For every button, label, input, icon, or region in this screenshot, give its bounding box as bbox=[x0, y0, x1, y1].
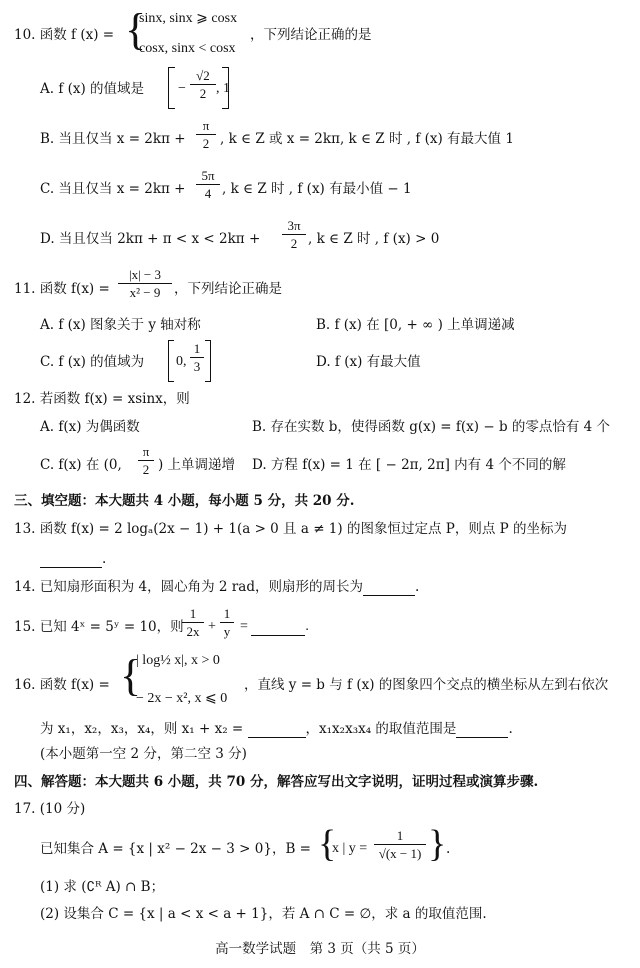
q16-note: (本小题第一空 2 分，第二空 3 分) bbox=[40, 746, 247, 762]
q10-c-fraction bbox=[196, 168, 220, 201]
q10-stem-pre: 10. 函数 f (x) = bbox=[14, 27, 115, 43]
q17-set-left-brace: { bbox=[318, 823, 337, 865]
q10-option-a-pre: A. f (x) 的值域是 bbox=[40, 81, 145, 97]
q10-option-b-post: , k ∈ Z 或 x = 2kπ, k ∈ Z 时 , f (x) 有最大值 1 bbox=[220, 131, 514, 147]
q11-stem-pre: 11. 函数 f(x) = bbox=[14, 281, 110, 297]
q17-set-pre: x | y = bbox=[332, 841, 368, 856]
q10-b-fraction bbox=[196, 118, 216, 151]
q12-c-den: 2 bbox=[142, 462, 150, 477]
q16-case1: | log½ x|, x > 0 bbox=[136, 653, 220, 668]
q11-c-left-bracket bbox=[168, 340, 174, 382]
q15-fraction-2 bbox=[220, 606, 234, 639]
section3-heading: 三、填空题：本大题共 4 小题，每小题 5 分，共 20 分. bbox=[14, 493, 355, 509]
q15-end: . bbox=[305, 619, 309, 634]
q17-set-right-brace: } bbox=[428, 823, 447, 865]
q17-part1: (1) 求 (∁ᴿ A) ∩ B； bbox=[40, 879, 165, 895]
q12-c-num: π bbox=[142, 444, 150, 459]
q10-a-num: √2 bbox=[196, 68, 210, 83]
q10-a-den: 2 bbox=[199, 86, 207, 101]
q10-option-c-post: , k ∈ Z 时 , f (x) 有最小值 − 1 bbox=[222, 181, 412, 197]
q11-option-c-pre: C. f (x) 的值域为 bbox=[40, 354, 145, 370]
q11-fraction bbox=[118, 267, 172, 300]
q12-option-c-post: ) 上单调递增 bbox=[158, 457, 236, 473]
q17-part2: (2) 设集合 C = {x | a < x < a + 1}，若 A ∩ C = ∅，求 a 的取值范围. bbox=[40, 906, 487, 922]
q16-brace: { bbox=[120, 651, 142, 700]
q17-num: 1 bbox=[396, 828, 404, 843]
q12-option-d: D. 方程 f(x) = 1 在 [ − 2π, 2π] 内有 4 个不同的解 bbox=[252, 457, 566, 473]
q16-line2 bbox=[40, 720, 513, 738]
q15-f1-den: 2x bbox=[186, 624, 200, 639]
q11-den: x² − 9 bbox=[129, 285, 161, 300]
q11-stem-post: ，下列结论正确是 bbox=[174, 281, 282, 297]
q16-post: ，直线 y = b 与 f (x) 的图象四个交点的横坐标从左到右依次 bbox=[244, 677, 609, 693]
q13-answer-line bbox=[40, 550, 106, 568]
q10-d-den: 2 bbox=[290, 236, 298, 251]
section4-heading: 四、解答题：本大题共 6 小题，共 70 分，解答应写出文字说明，证明过程或演算步骤. bbox=[14, 774, 539, 790]
q16-blank-1 bbox=[248, 723, 306, 738]
q11-option-a: A. f (x) 图象关于 y 轴对称 bbox=[40, 317, 201, 333]
q16-blank-2 bbox=[456, 723, 508, 738]
q14-end: . bbox=[414, 579, 420, 595]
q16-case2: − 2x − x², x ⩽ 0 bbox=[136, 691, 228, 706]
q12-option-b: B. 存在实数 b，使得函数 g(x) = f(x) − b 的零点恰有 4 个 bbox=[252, 419, 611, 435]
q15-blank bbox=[251, 621, 305, 636]
q16-line2-mid: ，x₁x₂x₃x₄ 的取值范围是 bbox=[305, 721, 457, 737]
q10-d-fraction bbox=[282, 218, 306, 251]
q15-pre: 15. 已知 4ˣ = 5ʸ = 10，则 bbox=[14, 619, 184, 635]
q11-c-num: 1 bbox=[193, 341, 201, 356]
q16-pre: 16. 函数 f(x) = bbox=[14, 677, 110, 693]
q11-c-mid: 0, bbox=[176, 354, 187, 369]
q17-end: . bbox=[446, 841, 451, 857]
q11-c-den: 3 bbox=[193, 359, 201, 374]
q10-stem-post: ，下列结论正确的是 bbox=[250, 27, 372, 43]
q10-c-den: 4 bbox=[204, 186, 212, 201]
q16-line2-end: . bbox=[508, 721, 513, 737]
q13-blank bbox=[40, 553, 102, 568]
q10-brace: { bbox=[125, 5, 147, 54]
q10-a-post: , 1 bbox=[216, 81, 230, 96]
q10-a-left-bracket bbox=[168, 67, 175, 109]
q10-b-num: π bbox=[202, 118, 210, 133]
q15-f2-num: 1 bbox=[223, 606, 231, 621]
q10-case1: sinx, sinx ⩾ cosx bbox=[139, 11, 238, 26]
q17-fraction bbox=[374, 828, 426, 861]
q14-line bbox=[14, 578, 419, 596]
q11-c-right-bracket bbox=[205, 340, 211, 382]
q12-c-fraction bbox=[138, 444, 154, 477]
q15-f1-num: 1 bbox=[189, 606, 197, 621]
q10-option-c-pre: C. 当且仅当 x = 2kπ + bbox=[40, 181, 186, 197]
q17-pre: 已知集合 A = {x | x² − 2x − 3 > 0}，B = bbox=[40, 841, 311, 857]
q13-text: 13. 函数 f(x) = 2 logₐ(2x − 1) + 1(a > 0 且 a ≠ 1) 的图象恒过定点 P，则点 P 的坐标为 bbox=[14, 521, 567, 537]
q10-option-d-pre: D. 当且仅当 2kπ + π < x < 2kπ + bbox=[40, 231, 261, 247]
q15-f2-den: y bbox=[223, 624, 231, 639]
q12-option-a: A. f(x) 为偶函数 bbox=[40, 419, 140, 435]
q12-stem: 12. 若函数 f(x) = xsinx，则 bbox=[14, 391, 190, 407]
q15-plus: + bbox=[208, 619, 216, 634]
q15-eq: = bbox=[240, 619, 248, 634]
q13-end: . bbox=[102, 551, 107, 567]
q14-blank bbox=[363, 581, 415, 596]
q12-option-c-pre: C. f(x) 在 (0, bbox=[40, 457, 122, 473]
q10-a-minus: − bbox=[178, 81, 186, 96]
q11-option-b: B. f (x) 在 [0, + ∞ ) 上单调递减 bbox=[316, 317, 515, 333]
q16-line2-pre: 为 x₁，x₂，x₃，x₄，则 x₁ + x₂ = bbox=[40, 721, 244, 737]
q10-d-num: 3π bbox=[287, 218, 301, 233]
q10-case2: cosx, sinx < cosx bbox=[139, 41, 236, 56]
q15-fraction-1 bbox=[182, 606, 204, 639]
page-footer: 高一数学试题 第 3 页（共 5 页） bbox=[215, 941, 425, 957]
q14-text: 14. 已知扇形面积为 4，圆心角为 2 rad，则扇形的周长为 bbox=[14, 579, 363, 595]
q11-option-d: D. f (x) 有最大值 bbox=[316, 354, 421, 370]
q15-answer bbox=[240, 618, 309, 636]
q11-num: |x| − 3 bbox=[128, 267, 162, 282]
q17-head: 17. (10 分) bbox=[14, 801, 86, 817]
q10-a-fraction bbox=[190, 68, 216, 101]
q10-a-right-bracket bbox=[222, 67, 229, 109]
q11-c-fraction bbox=[190, 341, 204, 374]
q10-option-d-post: , k ∈ Z 时 , f (x) > 0 bbox=[308, 231, 440, 247]
q10-c-num: 5π bbox=[201, 168, 215, 183]
q10-option-b-pre: B. 当且仅当 x = 2kπ + bbox=[40, 131, 186, 147]
q17-den: √(x − 1) bbox=[378, 846, 422, 861]
q10-b-den: 2 bbox=[202, 136, 210, 151]
